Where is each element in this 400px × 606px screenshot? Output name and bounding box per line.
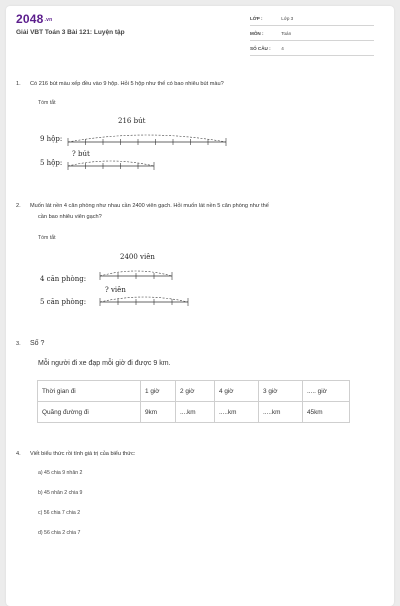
info-value: 4: [281, 46, 284, 51]
info-row-class: [250, 16, 293, 21]
worksheet-page: [6, 6, 394, 606]
logo-suffix: .vn: [44, 16, 53, 23]
diagram-row2-label: 5 hộp:: [40, 159, 63, 167]
question-number: 1.: [16, 81, 21, 87]
question-3-sentence: Mỗi người đi xe đạp mỗi giờ đi được 9 km.: [38, 360, 171, 367]
list-item: c) 56 chia 7 chia 2: [38, 510, 81, 516]
diagram-row2-label: 5 căn phòng:: [40, 298, 87, 306]
table-cell: 2 giờ: [176, 381, 215, 402]
table-cell: 45km: [303, 402, 350, 423]
table-cell: Quãng đường đi: [38, 402, 141, 423]
diagram-question-label: ? bút: [72, 150, 90, 158]
table-cell: ....km: [176, 402, 215, 423]
site-logo[interactable]: [16, 12, 52, 26]
table-cell: .....km: [259, 402, 303, 423]
question-text: Có 216 bút màu xếp đều vào 9 hộp. Hỏi 5 hộp như thế có bao nhiêu bút màu?: [30, 81, 224, 87]
question-number: 4.: [16, 451, 21, 457]
table-row: [38, 402, 350, 423]
question-text: Viết biểu thức rồi tính giá trị của biểu thức:: [30, 451, 136, 457]
diagram-row1-label: 9 hộp:: [40, 135, 63, 143]
question-text: Số ?: [30, 340, 45, 347]
question-4: [16, 451, 135, 457]
distance-table: [37, 380, 350, 423]
question-2: [16, 203, 269, 209]
table-row: [38, 381, 350, 402]
table-cell: ..... giờ: [303, 381, 350, 402]
question-number: 3.: [16, 341, 21, 347]
info-value: Lớp 3: [281, 16, 294, 21]
segment-diagram-1: [66, 126, 236, 181]
divider: [250, 40, 374, 41]
diagram-question-label: ? viên: [105, 286, 126, 294]
table-cell: 9km: [141, 402, 176, 423]
divider: [250, 25, 374, 26]
divider: [250, 55, 374, 56]
logo-text: 2048: [16, 12, 44, 26]
info-row-count: [250, 46, 284, 51]
diagram-total-label: 2400 viên: [120, 253, 155, 261]
list-item: a) 45 chia 9 nhân 2: [38, 470, 83, 476]
table-cell: Thời gian đi: [38, 381, 141, 402]
table-cell: 4 giờ: [215, 381, 259, 402]
info-row-subject: [250, 31, 291, 36]
diagram-total-label: 216 bút: [118, 117, 146, 125]
info-label: SỐ CÂU :: [250, 46, 271, 51]
diagram-row1-label: 4 căn phòng:: [40, 275, 87, 283]
info-label: LỚP :: [250, 16, 263, 21]
question-text: Muốn lát nền 4 căn phòng như nhau cần 2400 viên gạch. Hỏi muốn lát nền 5 căn phòng như thế: [30, 203, 269, 209]
question-1: [16, 81, 224, 87]
summary-label: Tóm tắt: [38, 100, 56, 106]
segment-diagram-2: [98, 262, 198, 314]
table-cell: 1 giờ: [141, 381, 176, 402]
question-2-continued: cần bao nhiêu viên gạch?: [38, 214, 102, 220]
list-item: d) 56 chia 2 chia 7: [38, 530, 81, 536]
info-label: MÔN :: [250, 31, 264, 36]
page-title: Giải VBT Toán 3 Bài 121: Luyện tập: [16, 29, 125, 36]
info-value: Toán: [281, 31, 292, 36]
table-cell: 3 giờ: [259, 381, 303, 402]
summary-label: Tóm tắt: [38, 235, 56, 241]
question-3: [16, 340, 44, 347]
table-cell: .....km: [215, 402, 259, 423]
question-number: 2.: [16, 203, 21, 209]
list-item: b) 45 nhân 2 chia 9: [38, 490, 83, 496]
